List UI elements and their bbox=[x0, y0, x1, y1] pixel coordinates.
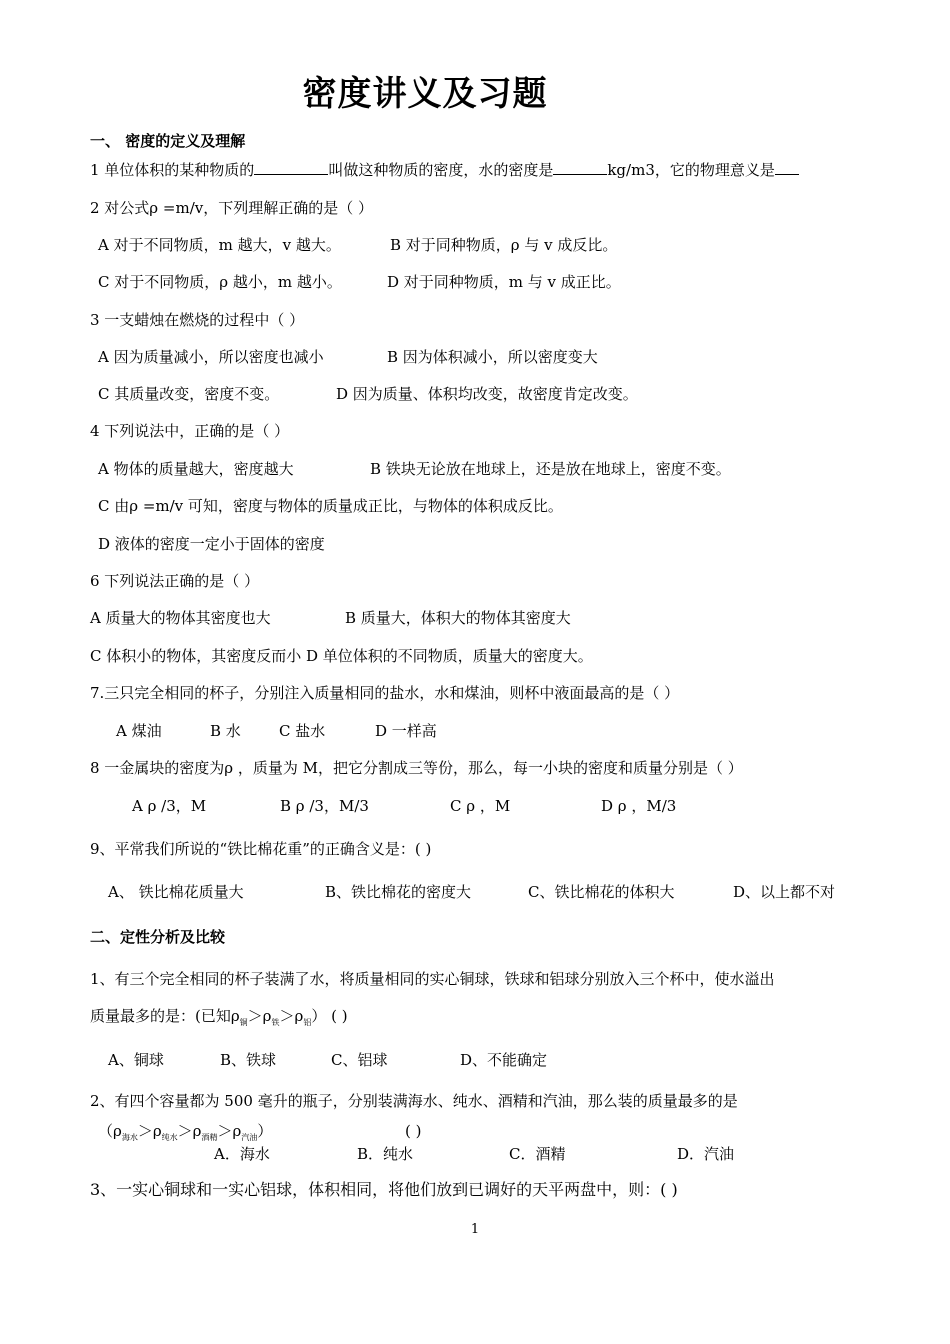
question-text: ＞ρ bbox=[177, 1122, 202, 1140]
question-3-option-c: C 其质量改变，密度不变。 bbox=[98, 385, 280, 403]
question-8-stem: 8 一金属块的密度为ρ ，质量为 M，把它分割成三等份，那么，每一小块的密度和质量分别是（ ） bbox=[90, 759, 743, 777]
section-2-question-1-option-a: A、铜球 bbox=[108, 1051, 164, 1069]
subscript: 纯水 bbox=[161, 1133, 178, 1142]
question-7-option-a: A 煤油 bbox=[116, 722, 162, 740]
question-6-option-b: B 质量大，体积大的物体其密度大 bbox=[345, 609, 571, 627]
question-9-option-d: D、以上都不对 bbox=[733, 883, 836, 901]
section-heading-1: 一、 密度的定义及理解 bbox=[90, 132, 246, 150]
question-1-text-c: kg/m3，它的物理意义是 bbox=[607, 161, 775, 179]
subscript: 铜 bbox=[239, 1018, 248, 1027]
subscript: 海水 bbox=[121, 1133, 138, 1142]
document-title: 密度讲义及习题 bbox=[302, 74, 548, 114]
section-2-question-3-stem: 3、一实心铜球和一实心铝球，体积相同，将他们放到已调好的天平两盘中，则：( ) bbox=[90, 1180, 678, 1199]
question-8-option-d: D ρ ，M/3 bbox=[601, 797, 677, 815]
section-2-question-2-option-c: C．酒精 bbox=[509, 1145, 566, 1163]
question-8-option-a: A ρ /3，M bbox=[132, 797, 207, 815]
subscript: 汽油 bbox=[241, 1133, 258, 1142]
question-text: ＞ρ bbox=[247, 1007, 272, 1025]
question-text: （ρ bbox=[98, 1122, 122, 1140]
answer-blank bbox=[553, 160, 607, 175]
question-6-option-cd: C 体积小的物体，其密度反而小 D 单位体积的不同物质，质量大的密度大。 bbox=[90, 647, 593, 665]
section-2-question-1-option-b: B、铁球 bbox=[220, 1051, 277, 1069]
page-number: 1 bbox=[470, 1222, 480, 1237]
question-6-stem: 6 下列说法正确的是（ ） bbox=[90, 572, 260, 590]
question-7-option-b: B 水 bbox=[210, 722, 241, 740]
question-3-stem: 3 一支蜡烛在燃烧的过程中（ ） bbox=[90, 311, 305, 329]
question-2-option-b: B 对于同种物质，ρ 与 v 成反比。 bbox=[390, 236, 618, 254]
question-4-option-d: D 液体的密度一定小于固体的密度 bbox=[98, 535, 325, 553]
section-2-question-2-answer-paren: ( ) bbox=[405, 1122, 422, 1140]
section-2-question-1-line-1: 1、有三个完全相同的杯子装满了水，将质量相同的实心铜球，铁球和铝球分别放入三个杯中，使水溢出 bbox=[90, 970, 775, 988]
question-2-option-c: C 对于不同物质，ρ 越小，m 越小。 bbox=[98, 273, 342, 291]
question-8-option-c: C ρ ，M bbox=[450, 797, 511, 815]
section-heading-2: 二、定性分析及比较 bbox=[90, 928, 226, 946]
section-2-question-2-line-1: 2、有四个容量都为 500 毫升的瓶子，分别装满海水、纯水、酒精和汽油，那么装的质量最多的是 bbox=[90, 1092, 738, 1110]
answer-blank bbox=[254, 160, 328, 175]
answer-blank bbox=[775, 160, 799, 175]
question-9-option-b: B、铁比棉花的密度大 bbox=[325, 883, 472, 901]
section-2-question-1-option-d: D、不能确定 bbox=[460, 1051, 548, 1069]
question-text: ） bbox=[257, 1122, 273, 1140]
question-2-option-d: D 对于同种物质，m 与 v 成正比。 bbox=[387, 273, 621, 291]
question-9-option-a: A、 铁比棉花质量大 bbox=[108, 883, 244, 901]
question-7-option-d: D 一样高 bbox=[375, 722, 437, 740]
question-2-option-a: A 对于不同物质，m 越大，v 越大。 bbox=[98, 236, 341, 254]
question-text: ＞ρ bbox=[217, 1122, 242, 1140]
question-3-option-b: B 因为体积减小，所以密度变大 bbox=[387, 348, 598, 366]
question-7-option-c: C 盐水 bbox=[279, 722, 326, 740]
question-text: ＞ρ bbox=[279, 1007, 304, 1025]
question-1-text-b: 叫做这种物质的密度，水的密度是 bbox=[328, 161, 554, 179]
section-2-question-2-option-a: A．海水 bbox=[214, 1145, 270, 1163]
section-2-question-2-option-b: B．纯水 bbox=[357, 1145, 414, 1163]
question-1 bbox=[90, 160, 799, 180]
subscript: 铝 bbox=[303, 1018, 312, 1027]
question-3-option-a: A 因为质量减小，所以密度也减小 bbox=[98, 348, 324, 366]
question-4-option-a: A 物体的质量越大，密度越大 bbox=[98, 460, 294, 478]
question-text: ） ( ) bbox=[311, 1007, 348, 1025]
question-4-option-c: C 由ρ =m/v 可知，密度与物体的质量成正比，与物体的体积成反比。 bbox=[98, 497, 563, 515]
subscript: 铁 bbox=[271, 1018, 280, 1027]
question-8-option-b: B ρ /3，M/3 bbox=[280, 797, 369, 815]
section-2-question-2-option-d: D．汽油 bbox=[677, 1145, 735, 1163]
section-2-question-1-option-c: C、铝球 bbox=[331, 1051, 388, 1069]
question-4-option-b: B 铁块无论放在地球上，还是放在地球上，密度不变。 bbox=[370, 460, 731, 478]
question-4-stem: 4 下列说法中，正确的是（ ） bbox=[90, 422, 290, 440]
question-text: 质量最多的是：(已知ρ bbox=[90, 1007, 240, 1025]
subscript: 酒精 bbox=[201, 1133, 218, 1142]
question-9-stem: 9、平常我们所说的“铁比棉花重”的正确含义是：( ) bbox=[90, 840, 432, 858]
question-3-option-d: D 因为质量、体积均改变，故密度肯定改变。 bbox=[336, 385, 638, 403]
question-2-stem: 2 对公式ρ =m/v，下列理解正确的是（ ） bbox=[90, 199, 373, 217]
question-9-option-c: C、铁比棉花的体积大 bbox=[528, 883, 675, 901]
question-text: ＞ρ bbox=[137, 1122, 162, 1140]
question-7-stem: 7.三只完全相同的杯子，分别注入质量相同的盐水，水和煤油，则杯中液面最高的是（ ） bbox=[90, 684, 680, 702]
question-1-text-a: 1 单位体积的某种物质的 bbox=[90, 161, 255, 179]
question-6-option-a: A 质量大的物体其密度也大 bbox=[90, 609, 271, 627]
section-2-question-1-line-2 bbox=[90, 1006, 348, 1033]
